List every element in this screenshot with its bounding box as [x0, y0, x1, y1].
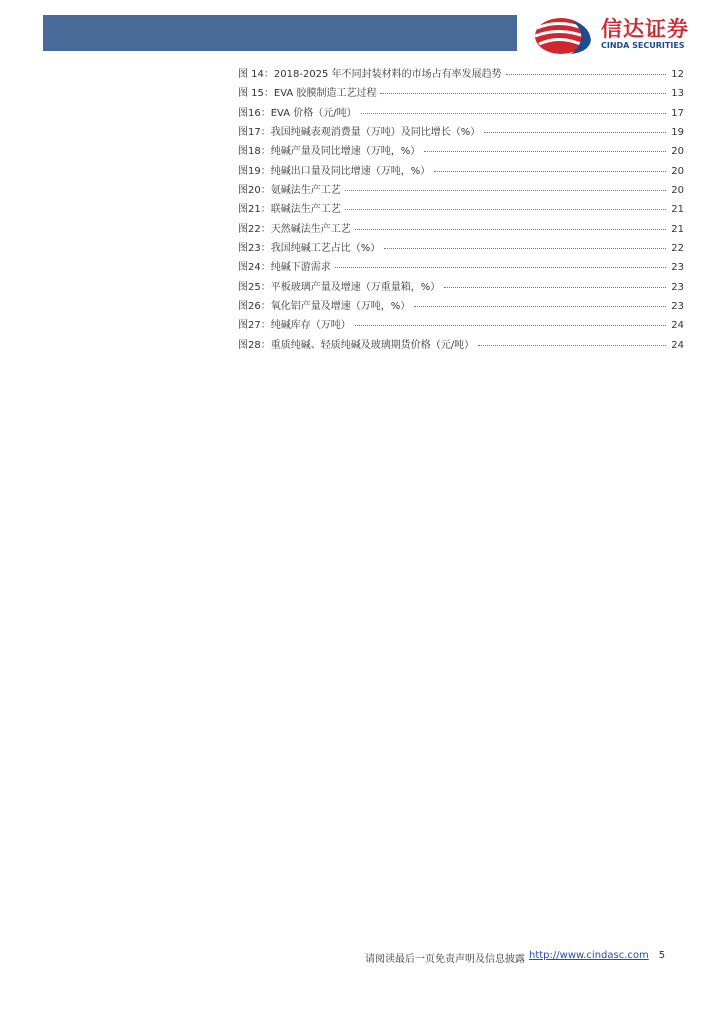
toc-page-number: 21 [671, 204, 684, 216]
toc-page-number: 23 [671, 281, 684, 293]
toc-leader [444, 287, 666, 288]
toc-page-number: 12 [671, 69, 684, 80]
header-bar [43, 15, 517, 51]
page-footer [365, 950, 675, 965]
toc-label: 图25：平板玻璃产量及增速（万重量箱，%） [238, 281, 441, 293]
toc-leader [345, 209, 666, 210]
toc-label: 图18：纯碱产量及同比增速（万吨，%） [238, 146, 421, 158]
figure-list [238, 68, 684, 358]
toc-leader [380, 93, 666, 94]
brand-name-cn: 信达证券 [601, 17, 689, 41]
toc-entry[interactable] [238, 339, 684, 358]
toc-label: 图24：纯碱下游需求 [238, 262, 331, 274]
toc-leader [355, 325, 666, 326]
toc-label: 图26：氧化铝产量及增速（万吨，%） [238, 301, 411, 313]
toc-label: 图28：重质纯碱、轻质纯碱及玻璃期货价格（元/吨） [238, 339, 475, 351]
toc-entry[interactable] [238, 281, 684, 300]
toc-label: 图 14：2018-2025 年不同封装材料的市场占有率发展趋势 [238, 69, 502, 80]
toc-page-number: 13 [671, 88, 684, 100]
toc-label: 图19：纯碱出口量及同比增速（万吨，%） [238, 165, 431, 177]
toc-page-number: 20 [671, 146, 684, 158]
brand-logo [531, 14, 706, 56]
toc-leader [478, 345, 666, 346]
toc-page-number: 19 [671, 127, 684, 139]
toc-entry[interactable] [238, 184, 684, 203]
toc-page-number: 22 [671, 243, 684, 255]
toc-label: 图21：联碱法生产工艺 [238, 204, 341, 216]
toc-leader [434, 171, 666, 172]
toc-leader [335, 267, 666, 268]
toc-page-number: 23 [671, 301, 684, 313]
toc-leader [345, 190, 666, 191]
toc-label: 图23：我国纯碱工艺占比（%） [238, 243, 381, 255]
toc-page-number: 20 [671, 165, 684, 177]
toc-entry[interactable] [238, 87, 684, 106]
toc-page-number: 24 [671, 320, 684, 332]
toc-page-number: 21 [671, 223, 684, 235]
toc-label: 图17：我国纯碱表观消费量（万吨）及同比增长（%） [238, 127, 481, 139]
toc-leader [414, 306, 666, 307]
toc-entry[interactable] [238, 300, 684, 319]
toc-leader [355, 229, 666, 230]
toc-label: 图20：氨碱法生产工艺 [238, 185, 341, 197]
toc-entry[interactable] [238, 319, 684, 338]
toc-entry[interactable] [238, 107, 684, 126]
footer-website-link[interactable]: http://www.cindasc.com [529, 950, 649, 961]
toc-leader [361, 113, 666, 114]
toc-label: 图16：EVA 价格（元/吨） [238, 107, 357, 119]
toc-page-number: 17 [671, 107, 684, 119]
toc-entry[interactable] [238, 203, 684, 222]
toc-page-number: 23 [671, 262, 684, 274]
toc-leader [384, 248, 666, 249]
toc-leader [424, 151, 666, 152]
footer-disclaimer: 请阅读最后一页免责声明及信息披露 [365, 954, 525, 965]
toc-entry[interactable] [238, 126, 684, 145]
toc-entry[interactable] [238, 261, 684, 280]
toc-label: 图27：纯碱库存（万吨） [238, 320, 351, 332]
toc-entry[interactable] [238, 165, 684, 184]
footer-page-number: 5 [658, 950, 666, 961]
cinda-globe-icon [531, 14, 593, 56]
toc-page-number: 20 [671, 185, 684, 197]
toc-entry[interactable] [238, 68, 684, 87]
toc-entry[interactable] [238, 242, 684, 261]
toc-entry[interactable] [238, 223, 684, 242]
toc-entry[interactable] [238, 145, 684, 164]
brand-name-en: CINDA SECURITIES [601, 41, 685, 50]
toc-label: 图22：天然碱法生产工艺 [238, 223, 351, 235]
toc-leader [484, 132, 666, 133]
toc-leader [506, 74, 666, 75]
toc-label: 图 15：EVA 胶膜制造工艺过程 [238, 88, 377, 100]
toc-page-number: 24 [671, 339, 684, 351]
